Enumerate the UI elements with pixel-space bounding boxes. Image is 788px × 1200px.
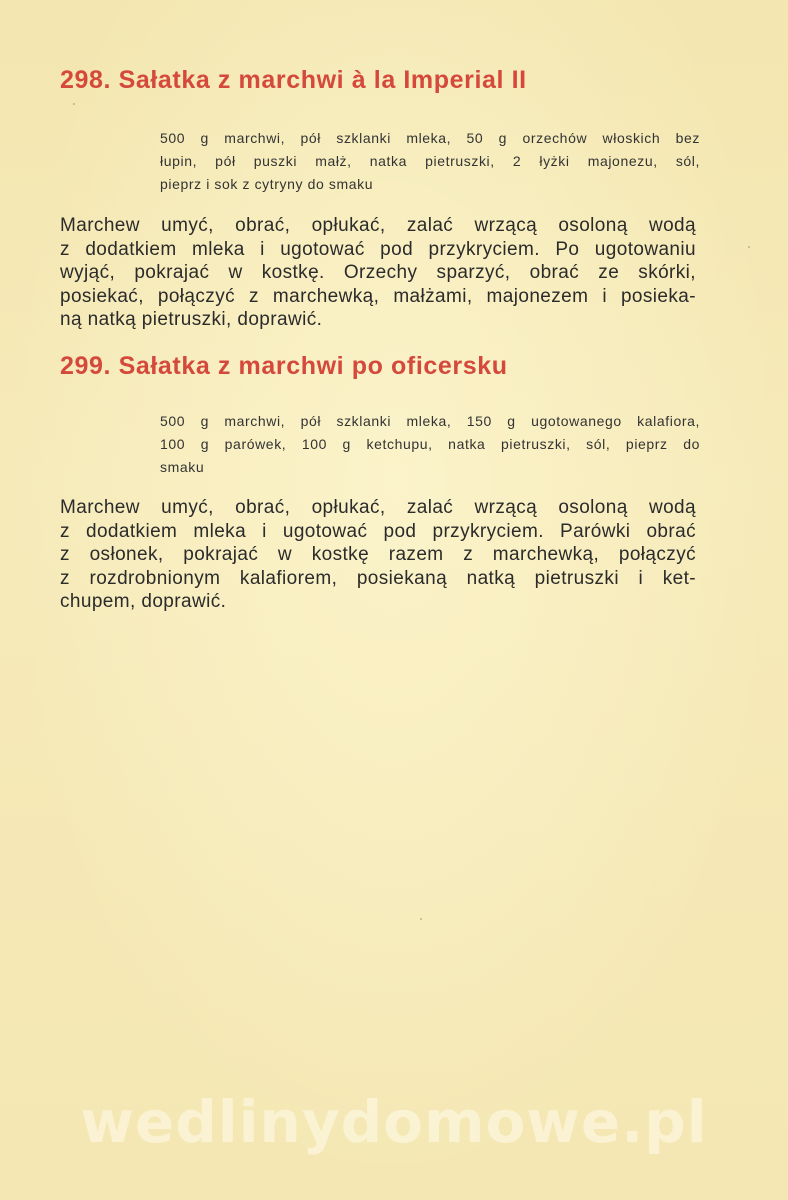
- paper-speck: [420, 918, 422, 920]
- paper-speck: [748, 246, 750, 248]
- ingredients-line: pieprz i sok z cytryny do smaku: [160, 176, 374, 192]
- instructions-line: ną natką pietruszki, doprawić.: [60, 309, 323, 330]
- ingredients-line: łupin, pół puszki małż, natka pietruszki, 2 łyżki majonezu, sól,: [160, 153, 700, 169]
- recipe-instructions: [60, 214, 696, 332]
- instructions-line: Marchew umyć, obrać, opłukać, zalać wrzącą osoloną wodą: [60, 497, 696, 518]
- recipe-title: 299. Sałatka z marchwi po oficersku: [60, 352, 508, 380]
- watermark: wedlinydomowe.pl: [80, 1088, 708, 1156]
- instructions-line: z dodatkiem mleka i ugotować pod przykryciem. Po ugotowaniu: [60, 238, 696, 260]
- instructions-line: chupem, doprawić.: [60, 591, 227, 612]
- instructions-line: z rozdrobnionym kalafiorem, posiekaną natką pietruszki i ket-: [60, 567, 696, 589]
- instructions-line: Marchew umyć, obrać, opłukać, zalać wrzącą osoloną wodą: [60, 215, 696, 236]
- paper-speck: [73, 103, 75, 105]
- ingredients-line: 500 g marchwi, pół szklanki mleka, 150 g ugotowanego kalafiora,: [160, 413, 700, 429]
- instructions-line: z dodatkiem mleka i ugotować pod przykryciem. Parówki obrać: [60, 520, 696, 542]
- instructions-line: posiekać, połączyć z marchewką, małżami, majonezem i posieka-: [60, 285, 696, 307]
- instructions-line: z osłonek, pokrajać w kostkę razem z marchewką, połączyć: [60, 544, 696, 565]
- recipe-299: [60, 352, 700, 614]
- ingredients-line: 500 g marchwi, pół szklanki mleka, 50 g orzechów włoskich bez: [160, 130, 700, 146]
- ingredients-list: [160, 410, 700, 479]
- ingredients-line: 100 g parówek, 100 g ketchupu, natka pietruszki, sól, pieprz do: [160, 436, 700, 452]
- ingredients-line: smaku: [160, 459, 205, 475]
- recipe-298: [60, 66, 700, 332]
- instructions-line: wyjąć, pokrajać w kostkę. Orzechy sparzyć, obrać ze skórki,: [60, 262, 696, 283]
- recipe-instructions: [60, 496, 696, 614]
- ingredients-list: [160, 127, 700, 196]
- recipe-title: 298. Sałatka z marchwi à la Imperial II: [60, 66, 527, 94]
